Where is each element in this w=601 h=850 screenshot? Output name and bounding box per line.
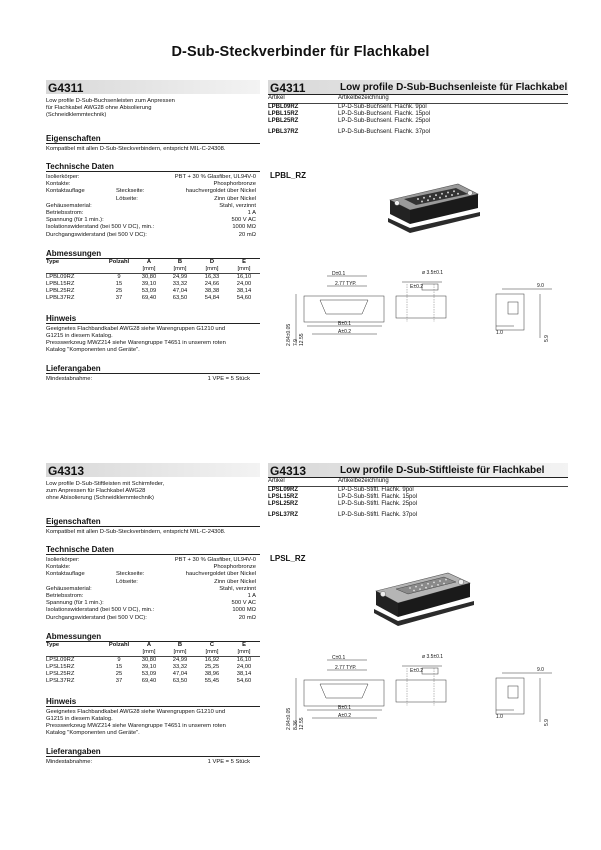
tech-value: hauchvergoldet über Nickel xyxy=(185,188,256,195)
product-description: LP-D-Sub-Buchsenl. Flachk. 37pol xyxy=(338,129,431,135)
tech-row xyxy=(46,217,260,224)
tech-sublabel: Steckseite: xyxy=(116,571,145,578)
dim-phi: ø 3.5±0.1 xyxy=(422,270,444,276)
product-list xyxy=(268,94,568,145)
table-cell: 69,40 xyxy=(141,678,157,684)
tech-value: 1000 MΩ xyxy=(232,224,256,231)
table-cell: LPBL25RZ xyxy=(46,288,75,294)
liefer-row xyxy=(46,759,260,767)
tech-row xyxy=(46,600,260,607)
table-cell: 38,14 xyxy=(236,288,252,294)
table-cell: 16,10 xyxy=(236,274,252,280)
tech-row xyxy=(46,224,260,231)
tech-value: Phosphorbronze xyxy=(213,181,256,188)
table-cell: 39,10 xyxy=(141,664,157,670)
table-cell: 38,96 xyxy=(204,671,220,677)
dim-phi: ø 3.5±0.1 xyxy=(422,654,444,660)
tech-row xyxy=(46,210,260,217)
table-header-cell: E xyxy=(242,259,246,265)
eigenschaften-heading: Eigenschaften xyxy=(46,517,260,527)
tech-value: Stahl, verzinnt xyxy=(219,202,256,209)
tech-row xyxy=(46,607,260,614)
table-header-cell: Type xyxy=(46,642,60,648)
table-cell: 69,40 xyxy=(141,295,157,301)
hinweis-text xyxy=(46,709,260,737)
dim-1: 1.0 xyxy=(496,330,503,336)
table-header-cell: E xyxy=(242,642,246,648)
table-cell: 33,32 xyxy=(172,281,188,287)
table-cell: 38,14 xyxy=(236,671,252,677)
liefer-value: 1 VPE = 5 Stück xyxy=(207,759,250,765)
dim-typ: 2.77 TYP. xyxy=(335,665,357,671)
section-code: G4313 xyxy=(48,464,85,478)
tech-label: Betriebsstrom: xyxy=(46,210,84,216)
tech-label: Spannung (für 1 min.): xyxy=(46,600,104,607)
tech-row xyxy=(46,181,260,188)
product-row xyxy=(268,512,568,519)
table-cell: 63,50 xyxy=(172,678,188,684)
page-title: D-Sub-Steckverbinder für Flachkabel xyxy=(171,44,430,60)
hinweis-text xyxy=(46,326,260,354)
tech-row xyxy=(46,188,260,195)
intro-line: ohne Abisolierung (Schneidklemmtechnik) xyxy=(46,495,154,501)
dim-59: 5.9 xyxy=(544,719,550,726)
tech-row xyxy=(46,571,260,578)
connector-photo-male xyxy=(370,565,480,630)
dimensions-table xyxy=(46,642,260,685)
table-cell: LPSL15RZ xyxy=(46,664,75,670)
liefer-heading: Lieferangaben xyxy=(46,747,260,757)
tech-value: Stahl, verzinnt xyxy=(219,585,256,592)
table-header-row xyxy=(46,259,260,266)
product-article: LPBL25RZ xyxy=(268,118,299,124)
tech-row xyxy=(46,557,260,564)
product-article: LPBL15RZ xyxy=(268,111,299,117)
product-row xyxy=(268,118,568,125)
table-unit-cell xyxy=(46,649,104,657)
dim-v1: 2.84±0.05 xyxy=(286,707,292,730)
product-description: LP-D-Sub-Stiftl. Flachk. 9pol xyxy=(338,487,414,493)
table-cell: 54,60 xyxy=(236,678,252,684)
product-col-bezeichnung: Artikelbezeichnung xyxy=(338,95,389,101)
product-title: Low profile D-Sub-Buchsenleiste für Flachkabel xyxy=(340,82,568,93)
table-cell: 9 xyxy=(117,657,121,663)
table-cell: 30,80 xyxy=(141,274,157,280)
intro-line: Low profile D-Sub-Buchsenleisten zum Anpressen xyxy=(46,98,175,104)
dim-b: B±0.1 xyxy=(338,705,352,711)
tech-value: Zinn über Nickel xyxy=(214,195,256,202)
table-cell: 15 xyxy=(115,281,123,287)
product-article: LPBL09RZ xyxy=(268,104,299,110)
product-article: LPBL37RZ xyxy=(268,129,299,135)
hinweis-line: Katalog "Komponenten und Geräte". xyxy=(46,730,140,736)
technical-drawing-2 xyxy=(282,648,582,738)
table-units-row xyxy=(46,649,260,657)
table-cell: 15 xyxy=(115,664,123,670)
table-units-row xyxy=(46,266,260,274)
table-unit-cell: [mm] xyxy=(228,266,260,274)
table-row xyxy=(46,281,260,288)
tech-sublabel: Lötseite: xyxy=(116,195,138,202)
tech-value: 1 A xyxy=(247,210,256,216)
tech-value: 500 V AC xyxy=(231,217,256,224)
tech-label: Isolationswiderstand (bei 500 V DC), min.: xyxy=(46,607,155,614)
table-cell: LPBL15RZ xyxy=(46,281,75,287)
product-col-artikel: Artikel xyxy=(268,478,285,484)
product-description: LP-D-Sub-Buchsenl. Flachk. 9pol xyxy=(338,104,427,110)
product-description: LP-D-Sub-Buchsenl. Flachk. 15pol xyxy=(338,111,431,117)
table-header-cell: A xyxy=(146,642,152,648)
table-cell: LPBL09RZ xyxy=(46,274,75,280)
product-row xyxy=(268,111,568,118)
tech-value: 1 A xyxy=(247,593,256,599)
dim-9: 9.0 xyxy=(537,283,544,289)
table-cell: 37 xyxy=(115,295,123,301)
table-unit-cell: [mm] xyxy=(196,266,228,274)
tech-table xyxy=(46,557,260,623)
tech-row xyxy=(46,615,260,622)
technical-drawing-1 xyxy=(282,264,582,354)
liefer-heading: Lieferangaben xyxy=(46,364,260,374)
dim-d: D±0.1 xyxy=(332,271,346,277)
eigenschaften-heading: Eigenschaften xyxy=(46,134,260,144)
dim-v2: 8.36 xyxy=(293,720,299,730)
eigenschaften-text: Kompatibel mit allen D-Sub-Steckverbindern, entspricht MIL-C-24308. xyxy=(46,146,226,152)
table-unit-cell xyxy=(104,266,134,274)
hinweis-line: Presswerkzeug MWZ214 siehe Warengruppe T4651 in unserem roten xyxy=(46,340,226,346)
tech-label: Kontakte: xyxy=(46,564,71,571)
abm-heading: Abmessungen xyxy=(46,249,260,259)
hinweis-heading: Hinweis xyxy=(46,314,260,324)
tech-value: Phosphorbronze xyxy=(213,564,256,571)
tech-label: Gehäusematerial: xyxy=(46,202,92,209)
table-cell: 16,92 xyxy=(204,657,220,663)
table-cell: 24,99 xyxy=(172,657,188,663)
section-g4313-right xyxy=(268,463,568,563)
product-article: LPSL09RZ xyxy=(268,487,299,493)
tech-label: Kontakte: xyxy=(46,181,71,188)
table-row xyxy=(46,671,260,678)
hinweis-line: Presswerkzeug MWZ214 siehe Warengruppe T4651 in unserem roten xyxy=(46,723,226,729)
product-description: LP-D-Sub-Stiftl. Flachk. 15pol xyxy=(338,494,418,500)
tech-row xyxy=(46,593,260,600)
product-description: LP-D-Sub-Buchsenl. Flachk. 25pol xyxy=(338,118,431,124)
tech-label: Durchgangswiderstand (bei 500 V DC): xyxy=(46,614,147,621)
tech-value: hauchvergoldet über Nickel xyxy=(185,571,256,578)
table-cell: 16,10 xyxy=(236,657,252,663)
product-description: LP-D-Sub-Stiftl. Flachk. 37pol xyxy=(338,512,418,518)
tech-label: Kontaktauflage xyxy=(46,188,85,195)
intro-text xyxy=(46,481,260,502)
tech-row xyxy=(46,196,260,203)
table-cell: 38,38 xyxy=(204,288,220,294)
tech-row xyxy=(46,586,260,593)
hinweis-line: G1215 in diesem Katalog. xyxy=(46,333,113,339)
table-row xyxy=(46,657,260,665)
table-unit-cell: [mm] xyxy=(164,266,196,274)
table-cell: 54,60 xyxy=(236,295,252,301)
table-cell: 37 xyxy=(115,678,123,684)
table-cell: 24,00 xyxy=(236,664,252,670)
product-list-header xyxy=(268,478,568,485)
product-list xyxy=(268,477,568,528)
table-cell: LPSL25RZ xyxy=(46,671,75,677)
product-image-label: LPBL_RZ xyxy=(270,171,306,180)
product-article: LPSL15RZ xyxy=(268,494,299,500)
table-header-row xyxy=(46,642,260,649)
intro-line: zum Anpressen für Flachkabel AWG28 xyxy=(46,488,146,494)
dim-v1: 2.84±0.05 xyxy=(286,323,292,346)
product-image-label: LPSL_RZ xyxy=(270,554,306,563)
table-cell: 25,25 xyxy=(204,664,220,670)
table-cell: 33,32 xyxy=(172,664,188,670)
table-header-cell: Type xyxy=(46,259,60,265)
tech-value: 20 mΩ xyxy=(238,231,256,238)
abm-heading: Abmessungen xyxy=(46,632,260,642)
table-cell: 54,84 xyxy=(204,295,220,301)
intro-text xyxy=(46,98,260,119)
table-unit-cell: [mm] xyxy=(134,266,164,274)
section-g4311-left xyxy=(46,80,260,384)
table-row xyxy=(46,678,260,685)
tech-row xyxy=(46,203,260,210)
section-g4313-left xyxy=(46,463,260,767)
product-col-artikel: Artikel xyxy=(268,95,285,101)
dim-e: E±0.2 xyxy=(410,284,424,290)
dim-59: 5.9 xyxy=(544,335,550,342)
product-row xyxy=(268,501,568,508)
tech-value: 500 V AC xyxy=(231,600,256,607)
tech-label: Spannung (für 1 min.): xyxy=(46,217,104,224)
intro-line: (Schneidklemmtechnik) xyxy=(46,112,107,118)
tech-sublabel: Steckseite: xyxy=(116,188,145,195)
section-code: G4311 xyxy=(48,81,84,95)
table-unit-cell: [mm] xyxy=(134,649,164,657)
table-row xyxy=(46,664,260,671)
tech-label: Isolierkörper: xyxy=(46,174,80,180)
table-header-cell: Polzahl xyxy=(108,259,130,265)
product-article: LPSL37RZ xyxy=(268,512,299,518)
tech-value: PBT + 30 % Glasfiber, UL94V-0 xyxy=(174,557,256,563)
dim-typ: 2.77 TYP. xyxy=(335,281,357,287)
product-article: LPSL25RZ xyxy=(268,501,299,507)
tech-value: 20 mΩ xyxy=(238,614,256,621)
dim-v3: 12.55 xyxy=(299,717,305,730)
product-code: G4311 xyxy=(270,81,306,95)
table-cell: 53,09 xyxy=(141,288,157,294)
table-cell: 55,45 xyxy=(204,678,220,684)
tech-row xyxy=(46,564,260,571)
liefer-value: 1 VPE = 5 Stück xyxy=(207,376,250,382)
hinweis-line: Katalog "Komponenten und Geräte". xyxy=(46,347,140,353)
table-cell: 47,04 xyxy=(172,288,188,294)
table-cell: 39,10 xyxy=(141,281,157,287)
dim-1: 1.0 xyxy=(496,714,503,720)
table-cell: 9 xyxy=(117,274,121,280)
tech-row xyxy=(46,579,260,586)
table-cell: 24,66 xyxy=(204,281,220,287)
table-unit-cell xyxy=(46,266,104,274)
tech-label: Betriebsstrom: xyxy=(46,593,84,599)
table-cell: 25 xyxy=(115,671,123,677)
section-header-band xyxy=(46,463,260,477)
tech-heading: Technische Daten xyxy=(46,162,260,172)
tech-label: Isolierkörper: xyxy=(46,557,80,563)
table-cell: 63,50 xyxy=(172,295,188,301)
product-code: G4313 xyxy=(270,464,307,478)
product-header-band xyxy=(268,463,568,477)
tech-value: 1000 MΩ xyxy=(232,607,256,614)
dim-a: A±0.2 xyxy=(338,713,352,719)
product-row xyxy=(268,494,568,501)
intro-line: für Flachkabel AWG28 ohne Abisolierung xyxy=(46,105,152,111)
tech-sublabel: Lötseite: xyxy=(116,578,138,585)
table-row xyxy=(46,288,260,295)
product-description: LP-D-Sub-Stiftl. Flachk. 25pol xyxy=(338,501,418,507)
tech-row xyxy=(46,232,260,239)
dim-v2: 7.9 xyxy=(293,339,299,346)
dim-c: C±0.1 xyxy=(332,655,346,661)
eigenschaften-text: Kompatibel mit allen D-Sub-Steckverbindern, entspricht MIL-C-24308. xyxy=(46,529,226,535)
tech-label: Gehäusematerial: xyxy=(46,585,92,592)
table-cell: 25 xyxy=(115,288,123,294)
table-cell: 16,33 xyxy=(204,274,220,280)
product-title: Low profile D-Sub-Stiftleiste für Flachkabel xyxy=(340,465,545,476)
table-header-cell: C xyxy=(209,642,215,648)
table-cell: 47,04 xyxy=(172,671,188,677)
table-cell: 24,00 xyxy=(236,281,252,287)
dim-9: 9.0 xyxy=(537,667,544,673)
dim-v3: 12.55 xyxy=(299,333,305,346)
table-unit-cell: [mm] xyxy=(228,649,260,657)
section-g4311-right xyxy=(268,80,568,180)
dim-a: A±0.2 xyxy=(338,329,352,335)
table-row xyxy=(46,295,260,302)
hinweis-heading: Hinweis xyxy=(46,697,260,707)
tech-row xyxy=(46,174,260,181)
tech-heading: Technische Daten xyxy=(46,545,260,555)
product-row xyxy=(268,104,568,111)
liefer-label: Mindestabnahme: xyxy=(46,759,93,765)
tech-value: PBT + 30 % Glasfiber, UL94V-0 xyxy=(174,174,256,180)
table-cell: 30,80 xyxy=(141,657,157,663)
table-cell: LPBL37RZ xyxy=(46,295,75,301)
tech-label: Kontaktauflage xyxy=(46,571,85,578)
product-list-header xyxy=(268,95,568,102)
table-unit-cell: [mm] xyxy=(164,649,196,657)
table-header-cell: A xyxy=(146,259,152,265)
table-unit-cell xyxy=(104,649,134,657)
tech-table xyxy=(46,174,260,240)
table-cell: 24,99 xyxy=(172,274,188,280)
section-header-band xyxy=(46,80,260,94)
product-row xyxy=(268,129,568,136)
dimensions-table xyxy=(46,259,260,302)
product-row xyxy=(268,487,568,494)
tech-value: Zinn über Nickel xyxy=(214,578,256,585)
product-col-bezeichnung: Artikelbezeichnung xyxy=(338,478,389,484)
liefer-row xyxy=(46,376,260,384)
liefer-label: Mindestabnahme: xyxy=(46,376,93,382)
table-cell: LPSL37RZ xyxy=(46,678,75,684)
table-header-cell: B xyxy=(177,642,183,648)
dim-b: B±0.1 xyxy=(338,321,352,327)
table-header-cell: Polzahl xyxy=(108,642,130,648)
table-cell: 53,09 xyxy=(141,671,157,677)
product-header-band xyxy=(268,80,568,94)
hinweis-line: G1215 in diesem Katalog. xyxy=(46,716,113,722)
tech-label: Isolationswiderstand (bei 500 V DC), min.: xyxy=(46,224,155,231)
hinweis-line: Geeignetes Flachbandkabel AWG28 siehe Warengruppen G1210 und xyxy=(46,326,226,332)
table-row xyxy=(46,274,260,282)
table-header-cell: D xyxy=(209,259,215,265)
hinweis-line: Geeignetes Flachbandkabel AWG28 siehe Warengruppen G1210 und xyxy=(46,709,226,715)
tech-label: Durchgangswiderstand (bei 500 V DC): xyxy=(46,231,147,238)
dim-e: E±0.2 xyxy=(410,668,424,674)
connector-photo-female xyxy=(380,178,490,238)
table-header-cell: B xyxy=(177,259,183,265)
table-cell: LPSL09RZ xyxy=(46,657,75,663)
table-unit-cell: [mm] xyxy=(196,649,228,657)
intro-line: Low profile D-Sub-Stiftleisten mit Schirmfeder, xyxy=(46,481,165,487)
